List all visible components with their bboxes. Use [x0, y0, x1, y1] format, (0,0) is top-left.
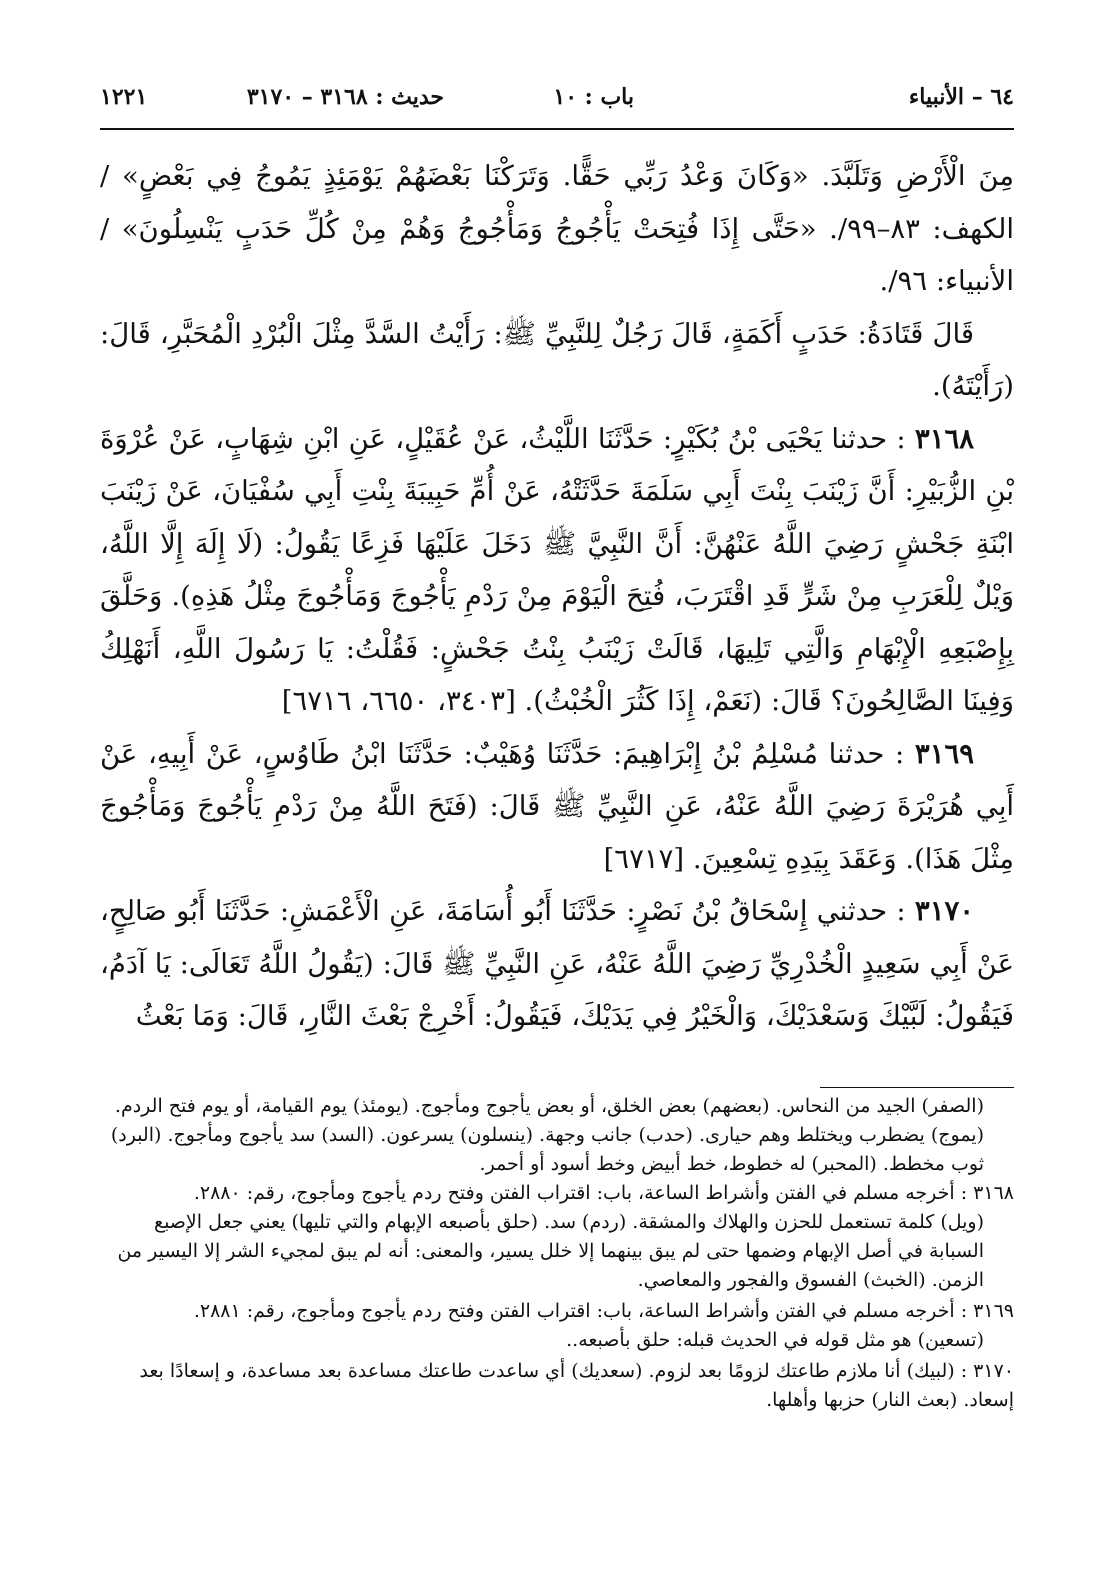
hadith-text: : حدثني إِسْحَاقُ بْنُ نَصْرٍ: حَدَّثَنَا أَبُو أُسَامَةَ، عَنِ الْأَعْمَشِ: حَدَّثَنَا أَبُو صَالِحٍ، عَنْ أَبِي سَعِيدٍ الْخُدْرِيِّ رَضِيَ اللَّهُ عَنْهُ، عَنِ النَّبِيِّ ﷺ قَالَ: (يَقُولُ اللَّهُ تَعَالَى: يَا آدَمُ، فَيَقُولُ: لَبَّيْكَ وَسَعْدَيْكَ، وَالْخَيْرُ فِي يَدَيْكَ، فَيَقُولُ: أَخْرِجْ بَعْثَ النَّارِ، قَالَ: وَمَا بَعْثُ	[100, 895, 1014, 1032]
footnotes	[100, 1092, 1014, 1415]
chapter-title: ٦٤ – الأنبياء	[908, 84, 1014, 110]
hadith-number: ٣١٧٠	[914, 895, 975, 927]
running-header	[100, 84, 1014, 124]
footnote-separator	[820, 1087, 1014, 1088]
hadith-number: ٣١٦٨	[914, 422, 975, 455]
page-number: ١٢٢١	[100, 84, 148, 110]
hadith-range: حديث : ٣١٦٨ – ٣١٧٠	[246, 84, 444, 110]
hadith-number: ٣١٦٩	[914, 737, 975, 770]
hadith-3168	[100, 413, 1014, 728]
hadith-text: : حدثنا يَحْيَى بْنُ بُكَيْرٍ: حَدَّثَنَا اللَّيْثُ، عَنْ عُقَيْلٍ، عَنِ ابْنِ شِهَابٍ، عَنْ عُرْوَةَ بْنِ الزُّبَيْرِ: أَنَّ زَيْنَبَ بِنْتَ أَبِي سَلَمَةَ حَدَّثَتْهُ، عَنْ أُمِّ حَبِيبَةَ بِنْتِ أَبِي سُفْيَانَ، عَنْ زَيْنَبَ ابْنَةِ جَحْشٍ رَضِيَ اللَّهُ عَنْهُنَّ: أَنَّ النَّبِيَّ ﷺ دَخَلَ عَلَيْهَا فَزِعًا يَقُولُ: (لَا إِلَهَ إِلَّا اللَّهُ، وَيْلٌ لِلْعَرَبِ مِنْ شَرٍّ قَدِ اقْتَرَبَ، فُتِحَ الْيَوْمَ مِنْ رَدْمِ يَأْجُوجَ وَمَأْجُوجَ مِثْلُ هَذِهِ). وَحَلَّقَ بِإِصْبَعِهِ الْإِبْهَامِ وَالَّتِي تَلِيهَا، قَالَتْ زَيْنَبُ بِنْتُ جَحْشٍ: فَقُلْتُ: يَا رَسُولَ اللَّهِ، أَنَهْلِكُ وَفِينَا الصَّالِحُونَ؟ قَالَ: (نَعَمْ، إِذَا كَثُرَ الْخُبْثُ). [٣٤٠٣، ٦٦٥٠، ٦٧١٦]	[100, 422, 1014, 717]
hadith-text: : حدثنا مُسْلِمُ بْنُ إِبْرَاهِيمَ: حَدَّثَنَا وُهَيْبٌ: حَدَّثَنَا ابْنُ طَاوُسٍ، عَنْ أَبِيهِ، عَنْ أَبِي هُرَيْرَةَ رَضِيَ اللَّهُ عَنْهُ، عَنِ النَّبِيِّ ﷺ قَالَ: (فَتَحَ اللَّهُ مِنْ رَدْمِ يَأْجُوجَ وَمَأْجُوجَ مِثْلَ هَذَا). وَعَقَدَ بِيَدِهِ تِسْعِينَ. [٦٧١٧]	[100, 737, 1014, 875]
qatada-paragraph: قَالَ قَتَادَةُ: حَدَبٍ أَكَمَةٍ، قَالَ رَجُلٌ لِلنَّبِيِّ ﷺ: رَأَيْتُ السَّدَّ مِثْلَ الْبُرْدِ الْمُحَبَّرِ، قَالَ: (رَأَيْتَهُ).	[100, 317, 1014, 402]
main-text	[100, 150, 1014, 1043]
header-rule	[100, 128, 1014, 130]
footnote-gloss: (الصفر) الجيد من النحاس. (بعضهم) بعض الخلق، أو بعض يأجوج ومأجوج. (يومئذ) يوم القيامة، أو يوم فتح الردم. (يموج) يضطرب ويختلط وهم حيارى. (حدب) جانب وجهة. (ينسلون) يسرعون. (السد) سد يأجوج ومأجوج. (البرد) ثوب مخطط. (المحبر) له خطوط، خط أبيض وخط أسود أو أحمر.	[110, 1095, 984, 1175]
footnote-3168-source: ٣١٦٨ : أخرجه مسلم في الفتن وأشراط الساعة، باب: اقتراب الفتن وفتح ردم يأجوج ومأجوج، رقم: ٢٨٨٠.	[193, 1182, 1014, 1204]
footnote-3168-gloss: (ويل) كلمة تستعمل للحزن والهلاك والمشقة. (ردم) سد. (حلق بأصبعه الإبهام والتي تليها) يعني جعل الإصبع السبابة في أصل الإبهام وضمها حتى لم يبق بينهما إلا خلل يسير، والمعنى: أنه لم يبق لمجيء الشر إلا اليسير من الزمن. (الخبث) الفسوق والفجور والمعاصي.	[117, 1211, 984, 1291]
hadith-3170	[100, 885, 1014, 1043]
footnote-3170: ٣١٧٠ : (لبيك) أنا ملازم طاعتك لزومًا بعد لزوم. (سعديك) أي ساعدت طاعتك مساعدة بعد مساعدة، و إسعادًا بعد إسعاد. (بعث النار) حزبها وأهلها.	[139, 1360, 1014, 1411]
verse-paragraph: مِنَ الْأَرْضِ وَتَلَبَّدَ. «وَكَانَ وَعْدُ رَبِّي حَقًّا. وَتَرَكْنَا بَعْضَهُمْ يَوْمَئِذٍ يَمُوجُ فِي بَعْضٍ» /الكهف: ٨٣–٩٩/. «حَتَّى إِذَا فُتِحَتْ يَأْجُوجُ وَمَأْجُوجُ وَهُمْ مِنْ كُلِّ حَدَبٍ يَنْسِلُونَ» /الأنبياء: ٩٦/.	[100, 160, 1014, 297]
footnote-3169-source: ٣١٦٩ : أخرجه مسلم في الفتن وأشراط الساعة، باب: اقتراب الفتن وفتح ردم يأجوج ومأجوج، رقم: ٢٨٨١.	[193, 1300, 1014, 1322]
bab-number: باب : ١٠	[553, 84, 634, 110]
footnote-3169-gloss: (تسعين) هو مثل قوله في الحديث قبله: حلق بأصبعه..	[566, 1329, 984, 1351]
hadith-3169	[100, 728, 1014, 886]
